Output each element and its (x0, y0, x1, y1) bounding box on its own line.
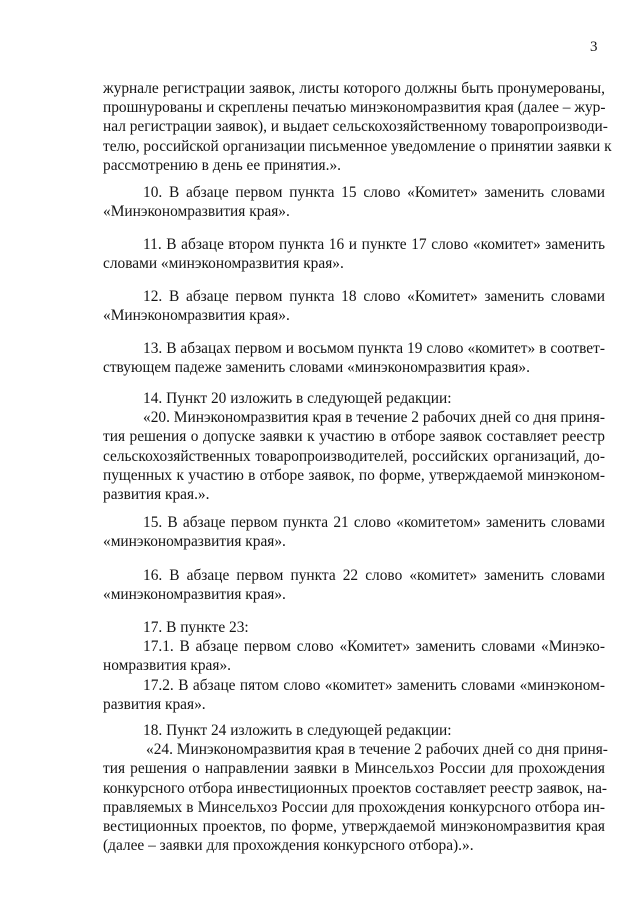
paragraph-item-13 (103, 339, 605, 377)
text-line: 16. В абзаце первом пункта 22 слово «комитет» заменить словами (143, 567, 605, 584)
paragraph-item-18 (103, 721, 608, 855)
text-line: «минэкономразвития края». (103, 533, 286, 551)
text-line: (далее – заявки для прохождения конкурсного отбора).». (103, 837, 474, 855)
text-line: 15. В абзаце первом пункта 21 слово «комитетом» заменить словами (143, 514, 605, 531)
text-line: 14. Пункт 20 изложить в следующей редакции: (143, 390, 452, 407)
text-line: 17.1. В абзаце первом слово «Комитет» заменить словами «Минэко- (143, 638, 605, 656)
text-line: «24. Минэкономразвития края в течение 2 рабочих дней со дня приня- (146, 741, 608, 759)
text-line: «минэкономразвития края». (103, 586, 286, 604)
paragraph-item-17 (103, 618, 605, 714)
text-line: развития края». (103, 695, 206, 713)
text-line: «Минэкономразвития края». (103, 203, 290, 221)
paragraph-item-16 (103, 566, 605, 604)
text-line: 13. В абзацах первом и восьмом пункта 19 слово «комитет» в соответ- (143, 340, 605, 357)
text-line: нал регистрации заявок), и выдает сельскохозяйственному товаропроизводи- (103, 118, 608, 136)
text-line: 17.2. В абзаце пятом слово «комитет» заменить словами «минэконом- (143, 676, 605, 694)
text-line: тия решения о направлении заявки в Минсельхоз России для прохождения (103, 760, 605, 778)
text-line: 12. В абзаце первом пункта 18 слово «Комитет» заменить словами (143, 288, 605, 305)
text-line: ствующем падеже заменить словами «минэкономразвития края». (103, 359, 530, 377)
text-line: пущенных к участию в отборе заявок, по форме, утверждаемой минэконом- (103, 466, 605, 484)
text-line: рассмотрению в день ее принятия.». (103, 156, 341, 174)
paragraph-item-14 (103, 389, 605, 504)
paragraph-item-12 (103, 287, 605, 325)
text-line: 17. В пункте 23: (143, 619, 249, 636)
paragraph-item-15 (103, 513, 605, 551)
text-line: 11. В абзаце втором пункта 16 и пункте 17 слово «комитет» заменить (143, 236, 605, 253)
text-line: прошнурованы и скреплены печатью минэкономразвития края (далее – жур- (103, 99, 606, 117)
paragraph-item-10 (103, 183, 605, 221)
text-line: развития края.». (103, 486, 210, 504)
text-line: вестиционных проектов, по форме, утверждаемой минэкономразвития края (103, 818, 605, 836)
text-line: 18. Пункт 24 изложить в следующей редакции: (143, 722, 452, 739)
text-line: правляемых в Минсельхоз России для прохождения конкурсного отбора ин- (103, 798, 605, 816)
page-number: 3 (590, 39, 598, 55)
text-line: конкурсного отбора инвестиционных проектов составляет реестр заявок, на- (103, 779, 608, 797)
text-line: тия решения о допуске заявки к участию в отборе заявок составляет реестр (103, 428, 605, 446)
text-line: «20. Минэкономразвития края в течение 2 рабочих дней со дня приня- (143, 409, 605, 427)
paragraph-continuation (103, 79, 612, 175)
text-line: 10. В абзаце первом пункта 15 слово «Комитет» заменить словами (143, 184, 605, 201)
text-line: словами «минэкономразвития края». (103, 255, 344, 273)
text-line: номразвития края». (103, 657, 232, 675)
paragraph-item-11 (103, 235, 605, 273)
text-line: сельскохозяйственных товаропроизводителей, российских организаций, до- (103, 447, 605, 465)
text-line: телю, российской организации письменное уведомление о принятии заявки к (103, 137, 612, 155)
text-line: «Минэкономразвития края». (103, 307, 290, 325)
text-line: журнале регистрации заявок, листы которого должны быть пронумерованы, (103, 80, 605, 97)
